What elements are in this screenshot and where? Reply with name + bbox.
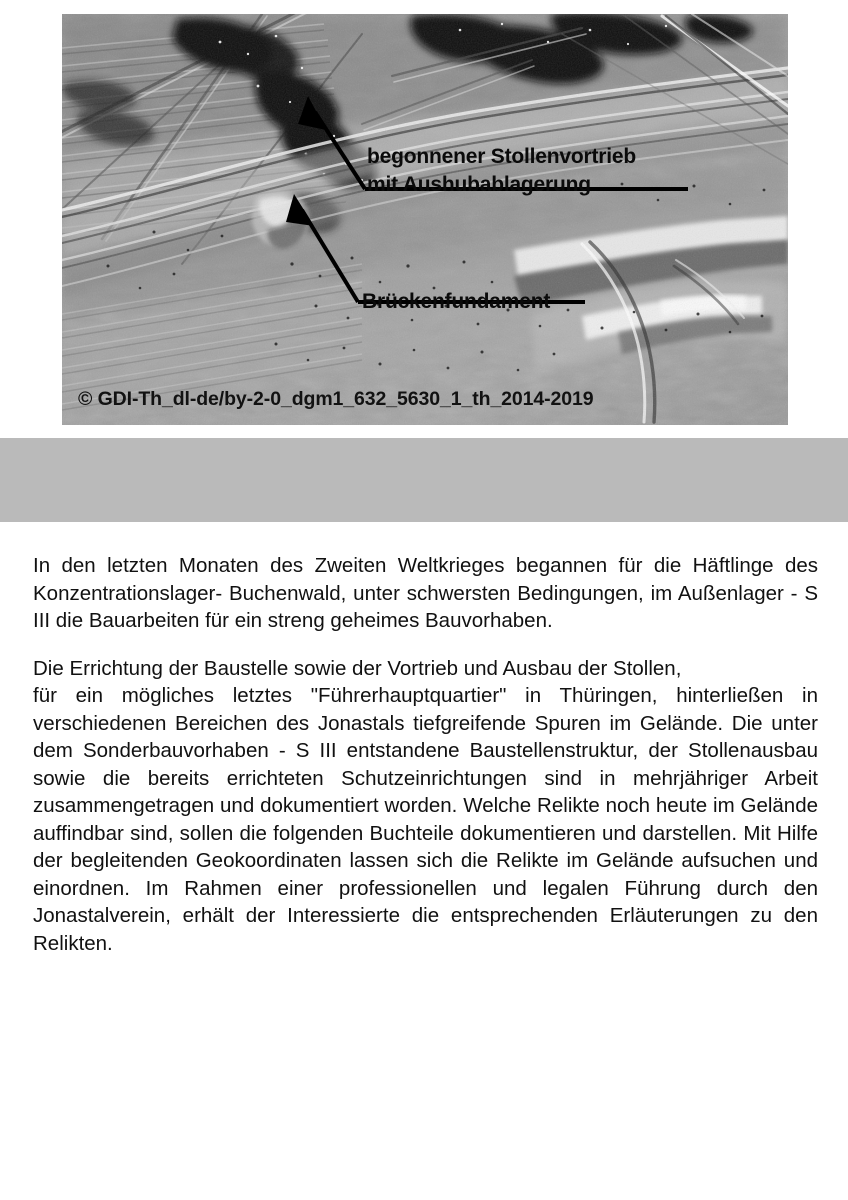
paragraph-intro: In den letzten Monaten des Zweiten Weltkrieges begannen für die Häftlinge des Konzentrationslager- Buchenwald, unter schwersten Bedingungen, im Außenlager - S III die Bauarbeiten für ein streng geheimes Bauvorhaben. <box>33 554 818 632</box>
dem-hillshade-image <box>62 14 788 425</box>
annotation-label-stollenvortrieb-line2: mit Aushubablagerung <box>367 173 591 196</box>
body-text-block <box>33 552 818 957</box>
paragraph-second-lead <box>33 655 818 683</box>
annotation-label-stollenvortrieb-line1: begonnener Stollenvortrieb <box>367 145 636 168</box>
lidar-hillshade-figure <box>62 14 788 425</box>
grey-separator-band <box>0 438 848 522</box>
paragraph-second-lead-line: Die Errichtung der Baustelle sowie der Vortrieb und Ausbau der Stollen, <box>33 656 682 680</box>
annotation-label-brueckenfundament: Brückenfundament <box>362 290 551 313</box>
figure-copyright-credit: © GDI-Th_dl-de/by-2-0_dgm1_632_5630_1_th_2014-2019 <box>78 388 594 410</box>
paragraph-second-body: für ein mögliches letztes "Führerhauptquartier" in Thüringen, hinterließen in verschiedenen Bereichen des Jonastals tiefgreifende Spuren im Gelände. Die unter dem Sonderbauvorhaben - S III entstandene Baustellenstruktur, der Stollenausbau sowie die bereits errichteten Schutzeinrichtungen sind in mehrjähriger Arbeit zusammengetragen und dokumentiert worden. Welche Relikte noch heute im Gelände auffindbar sind, sollen die folgenden Buchteile dokumentieren und darstellen. Mit Hilfe der begleitenden Geokoordinaten lassen sich die Relikte im Gelände aufsuchen und einordnen. Im Rahmen einer professionellen und legalen Führung durch den Jonastalverein, erhält der Interessierte die entsprechenden Erläuterungen zu den Relikten. <box>33 684 818 955</box>
